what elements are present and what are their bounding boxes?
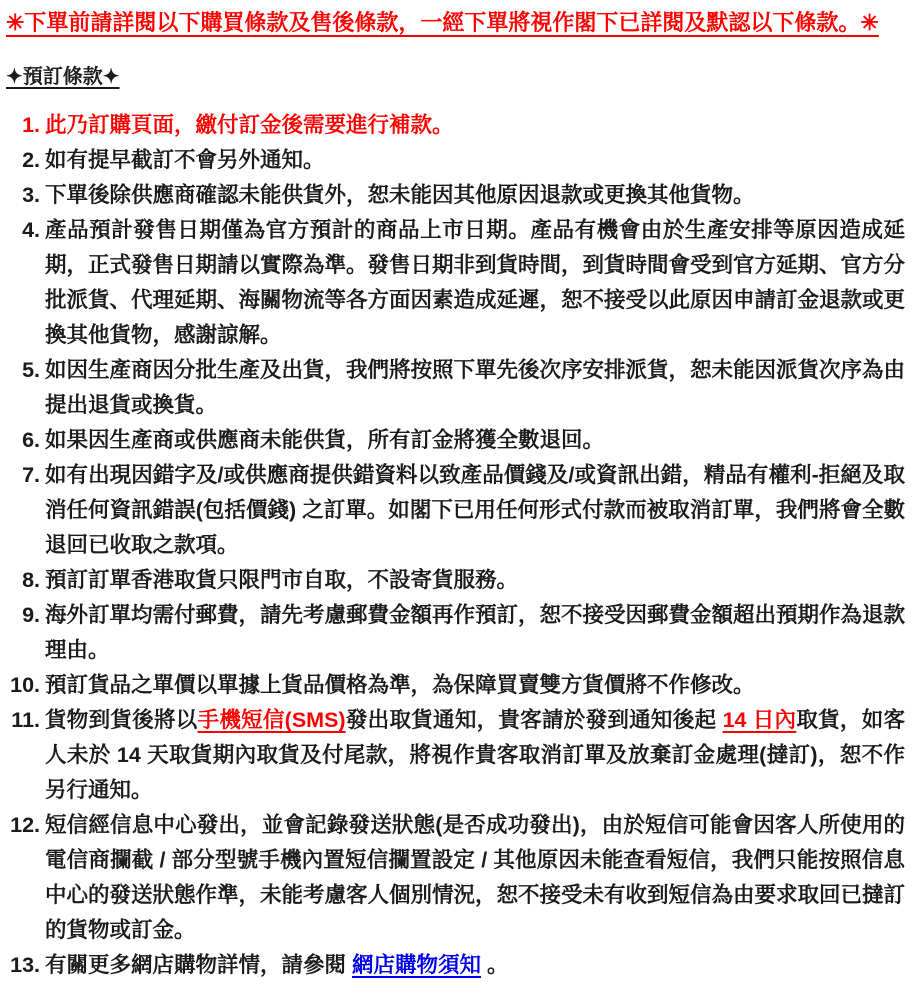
- term-text: [45, 668, 905, 703]
- store-shopping-notice-link[interactable]: 網店購物須知: [351, 953, 481, 977]
- term-text: [45, 108, 905, 143]
- term-item-9: [6, 598, 905, 668]
- term-number: 8.: [22, 568, 40, 592]
- plain-text: 如有提早截訂不會另外通知。: [45, 148, 325, 172]
- highlighted-text: 手機短信(SMS): [197, 708, 346, 732]
- term-text: [45, 143, 905, 178]
- plain-text: 貨物到貨後將以: [45, 708, 198, 732]
- term-number: 12.: [10, 813, 40, 837]
- term-item-4: [6, 213, 905, 353]
- term-number: 13.: [10, 953, 40, 977]
- term-item-8: [6, 563, 905, 598]
- term-text: [45, 948, 905, 983]
- term-number: 7.: [22, 463, 40, 487]
- term-item-1: [6, 108, 905, 143]
- plain-text: 發出取貨通知，貴客請於發到通知後起: [345, 708, 723, 732]
- plain-text: 預訂貨品之單價以單據上貨品價格為準，為保障買賣雙方貨價將不作修改。: [45, 673, 755, 697]
- plain-text: 取貨，如客人未於 14 天取貨期內取貨及付尾款，將視作貴客取消訂單及放棄訂金處理(撻訂)，恕不作另行通知。: [45, 708, 905, 802]
- term-number: 5.: [22, 358, 40, 382]
- term-text: [45, 213, 905, 353]
- term-text: [45, 598, 905, 668]
- term-number: 10.: [10, 673, 40, 697]
- term-item-5: [6, 353, 905, 423]
- term-text: [45, 808, 905, 948]
- term-item-3: [6, 178, 905, 213]
- term-number: 9.: [22, 603, 40, 627]
- plain-text: 產品預計發售日期僅為官方預計的商品上市日期。產品有機會由於生產安排等原因造成延期，正式發售日期請以實際為準。發售日期非到貨時間，到貨時間會受到官方延期、官方分批派貨、代理延期、海關物流等各方面因素造成延遲，恕不接受以此原因申請訂金退款或更換其他貨物，感謝諒解。: [45, 218, 906, 347]
- term-item-12: [6, 808, 905, 948]
- plain-text: 短信經信息中心發出，並會記錄發送狀態(是否成功發出)，由於短信可能會因客人所使用的電信商攔截 / 部分型號手機內置短信攔置設定 / 其他原因未能查看短信，我們只能按照信息中心的發送狀態作準，未能考慮客人個別情況，恕不接受未有收到短信為由要求取回已撻訂的貨物或訂金。: [45, 813, 906, 942]
- term-text: [45, 703, 905, 808]
- term-text: [45, 353, 905, 423]
- term-number: 3.: [22, 183, 40, 207]
- term-item-11: [6, 703, 905, 808]
- term-text: [45, 563, 905, 598]
- term-number: 6.: [22, 428, 40, 452]
- plain-text: 下單後除供應商確認未能供貨外，恕未能因其他原因退款或更換其他貨物。: [45, 183, 755, 207]
- term-text: [45, 423, 905, 458]
- plain-text: 有關更多網店購物詳情，請參閱: [45, 953, 352, 977]
- plain-text: 此乃訂購頁面，繳付訂金後需要進行補款。: [45, 113, 454, 137]
- term-text: [45, 178, 905, 213]
- section-title-preorder-terms: ✦預訂條款✦: [6, 66, 120, 88]
- term-item-13: [6, 948, 905, 983]
- plain-text: 。: [481, 953, 509, 977]
- term-item-7: [6, 458, 905, 563]
- plain-text: 如因生產商因分批生產及出貨，我們將按照下單先後次序安排派貨，恕未能因派貨次序為由提出退貨或換貨。: [45, 358, 906, 417]
- plain-text: 海外訂單均需付郵費，請先考慮郵費金額再作預訂，恕不接受因郵費金額超出預期作為退款理由。: [45, 603, 906, 662]
- plain-text: 如有出現因錯字及/或供應商提供錯資料以致產品價錢及/或資訊出錯，精品有權利-拒絕及取消任何資訊錯誤(包括價錢) 之訂單。如閣下已用任何形式付款而被取消訂單，我們將會全數退回已收取之款項。: [45, 463, 905, 557]
- term-item-2: [6, 143, 905, 178]
- term-number: 2.: [22, 148, 40, 172]
- term-item-10: [6, 668, 905, 703]
- pre-order-warning-banner: ✳下單前請詳閱以下購買條款及售後條款，一經下單將視作閣下已詳閱及默認以下條款。✳: [6, 10, 879, 35]
- terms-list: [6, 108, 905, 983]
- plain-text: 如果因生產商或供應商未能供貨，所有訂金將獲全數退回。: [45, 428, 605, 452]
- term-item-6: [6, 423, 905, 458]
- term-number: 1.: [22, 113, 40, 137]
- term-number: 4.: [22, 218, 40, 242]
- term-number: 11.: [11, 708, 40, 732]
- plain-text: 預訂訂單香港取貨只限門市自取，不設寄貨服務。: [45, 568, 519, 592]
- highlighted-text: 14 日內: [722, 708, 797, 732]
- term-text: [45, 458, 905, 563]
